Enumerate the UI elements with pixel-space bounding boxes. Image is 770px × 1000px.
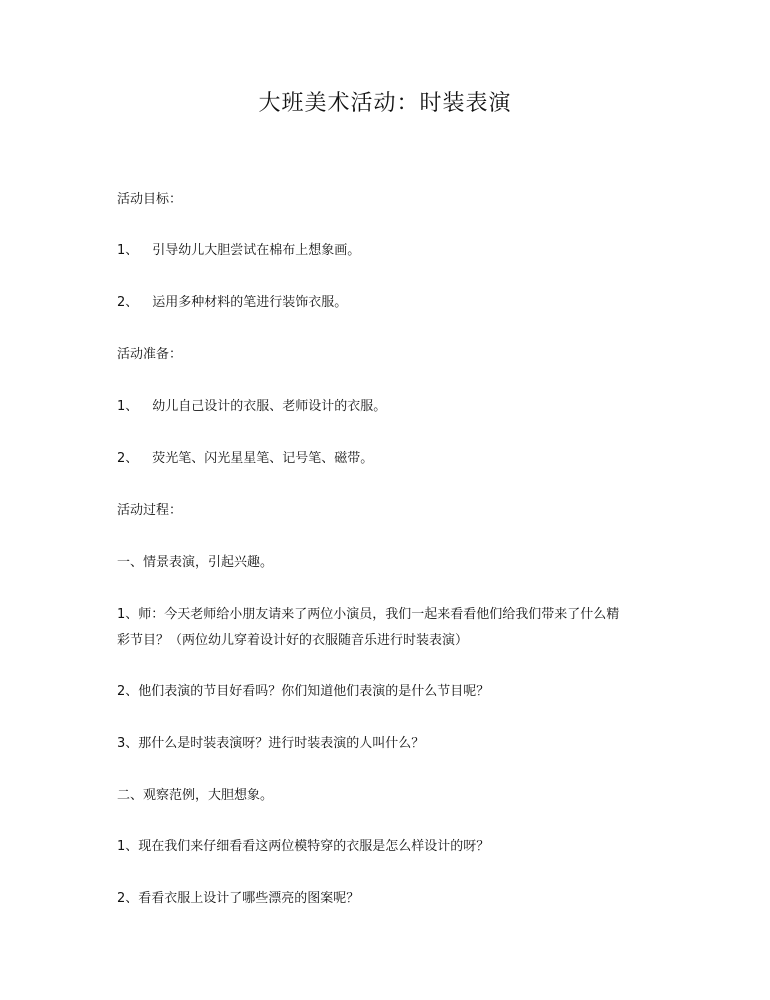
section2-step-1: [117, 834, 677, 860]
list-number: 2、: [117, 684, 139, 699]
prep-item-1: [117, 394, 677, 420]
line-text: 活动准备：: [117, 347, 183, 362]
line-text: 活动目标：: [117, 192, 183, 207]
goal-item-2: [117, 290, 677, 316]
line-text: 幼儿自己设计的衣服、老师设计的衣服。: [152, 399, 387, 414]
line-text: 他们表演的节目好看吗？你们知道他们表演的是什么节目呢？: [138, 684, 490, 699]
list-number: 2、: [117, 891, 139, 906]
line-text: 师：今天老师给小朋友请来了两位小演员，我们一起来看看他们给我们带来了什么精: [138, 607, 620, 622]
line-text: 荧光笔、闪光星星笔、记号笔、磁带。: [152, 451, 374, 466]
line-text: 那什么是时装表演呀？进行时装表演的人叫什么？: [138, 736, 425, 751]
list-number: 1、: [117, 399, 139, 414]
list-number: 2、: [117, 451, 139, 466]
line-text: 现在我们来仔细看看这两位模特穿的衣服是怎么样设计的呀？: [138, 839, 490, 854]
line-text: 引导幼儿大胆尝试在棉布上想象画。: [152, 243, 361, 258]
section1-step-1: [117, 602, 677, 628]
section1-step-1-continued: [117, 628, 677, 654]
line-text: 运用多种材料的笔进行装饰衣服。: [152, 295, 348, 310]
section-heading-1: [117, 550, 677, 576]
line-text: 一、情景表演，引起兴趣。: [117, 555, 274, 570]
list-number: 1、: [117, 243, 139, 258]
prep-item-2: [117, 446, 677, 472]
list-number: 1、: [117, 839, 139, 854]
section2-step-2: [117, 886, 677, 912]
line-text: 二、观察范例，大胆想象。: [117, 788, 274, 803]
section-heading-2: [117, 783, 677, 809]
process-heading: [117, 498, 677, 524]
list-number: 2、: [117, 295, 139, 310]
line-text: 彩节目？（两位幼儿穿着设计好的衣服随音乐进行时装表演）: [117, 633, 469, 648]
goal-heading: [117, 187, 677, 213]
line-text: 看看衣服上设计了哪些漂亮的图案呢？: [138, 891, 360, 906]
prep-heading: [117, 342, 677, 368]
document-title: 大班美术活动：时装表演: [258, 91, 512, 116]
list-number: 3、: [117, 736, 139, 751]
section1-step-2: [117, 679, 677, 705]
line-text: 活动过程：: [117, 503, 183, 518]
section1-step-3: [117, 731, 677, 757]
goal-item-1: [117, 238, 677, 264]
list-number: 1、: [117, 607, 139, 622]
